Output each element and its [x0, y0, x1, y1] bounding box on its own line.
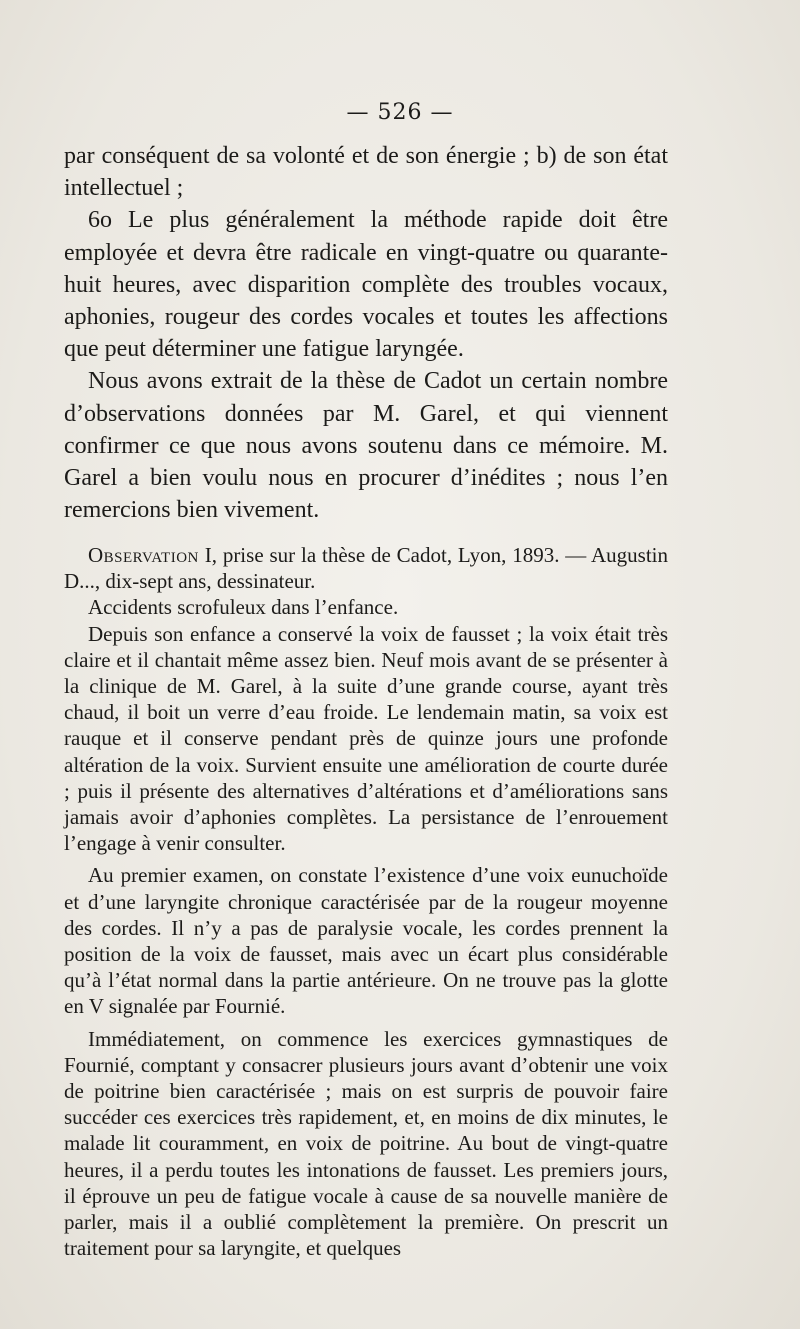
observation-paragraph-3: Au premier examen, on constate l’existence d’une voix eunuchoïde et d’une laryngite chronique caractérisée par de la rougeur moyenne des cordes. Il n’y a pas de paralysie vocale, les cordes prennent la position de la voix de fausset, mais avec un écart plus considérable qu’à l’état normal dans la partie antérieure. On ne trouve pas la glotte en V signalée par Fournié. — [64, 863, 668, 1019]
observation-heading-paragraph — [64, 542, 668, 594]
page-number: — 526 — — [346, 100, 454, 125]
observation-heading: Observation — [88, 543, 199, 567]
observation-paragraph-2: Depuis son enfance a conservé la voix de fausset ; la voix était très claire et il chantait même assez bien. Neuf mois avant de se présenter à la clinique de M. Garel, à la suite d’une grande course, ayant très chaud, il boit un verre d’eau froide. Le lendemain matin, sa voix est rauque et il conserve pendant près de quinze jours une profonde altération de la voix. Survient ensuite une amélioration de courte durée ; puis il présente des alternatives d’altérations et d’améliorations sans jamais avoir d’aphonies complètes. La persistance de l’enrouement l’engage à venir consulter. — [64, 621, 668, 856]
observation-heading-rest: I, prise sur la thèse de Cadot, Lyon, 1893. — Augustin D..., dix-sept ans, dessinateur. — [64, 543, 668, 594]
observation-paragraph-1: Accidents scrofuleux dans l’enfance. — [88, 595, 399, 620]
intro-paragraph-3: Nous avons extrait de la thèse de Cadot un certain nombre d’observations données par M. Garel, et qui viennent confirmer ce que nous avons soutenu dans ce mémoire. M. Garel a bien voulu nous en procurer d’inédites ; nous l’en remercions bien vivement. — [64, 368, 668, 524]
observation-section — [64, 542, 668, 1261]
intro-paragraph-1: par conséquent de sa volonté et de son énergie ; b) de son état intellectuel ; — [64, 143, 668, 202]
intro-paragraph-2: 6o Le plus généralement la méthode rapide doit être employée et devra être radicale en vingt-quatre ou quarante-huit heures, avec disparition complète des troubles vocaux, aphonies, rougeur des cordes vocales et toutes les affections que peut déterminer une fatigue laryngée. — [64, 207, 668, 363]
observation-paragraph-4: Immédiatement, on commence les exercices gymnastiques de Fournié, comptant y consacrer plusieurs jours avant d’obtenir une voix de poitrine bien caractérisée ; mais on est surpris de pouvoir faire succéder ces exercices très rapidement, et, en moins de dix minutes, le malade lit couramment, en voix de poitrine. Au bout de vingt-quatre heures, il a perdu toutes les intonations de fausset. Les premiers jours, il éprouve un peu de fatigue vocale à cause de sa nouvelle manière de parler, mais il a oublié complètement la première. On prescrit un traitement pour sa laryngite, et quelques — [64, 1026, 668, 1261]
intro-section — [64, 140, 668, 526]
